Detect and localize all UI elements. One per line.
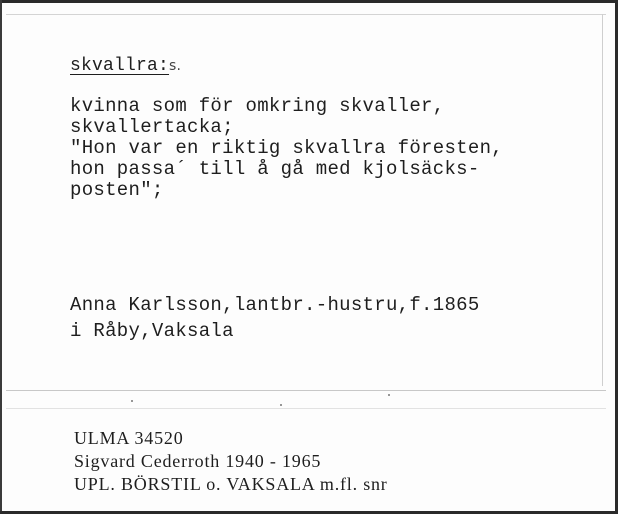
- informant-block: [70, 292, 480, 344]
- definition-line: posten";: [70, 179, 164, 201]
- definition-line: kvinna som för omkring skvaller,: [70, 95, 445, 117]
- definition-line: skvallertacka;: [70, 116, 234, 138]
- card-frame-right: [602, 14, 603, 386]
- part-of-speech: s.: [169, 58, 182, 74]
- informant-line: Anna Karlsson,lantbr.-hustru,f.1865: [70, 294, 480, 316]
- scan-speck: [131, 400, 133, 402]
- definition-block: [70, 96, 503, 201]
- archive-id: ULMA 34520: [74, 428, 184, 448]
- card-divider-faint: [6, 408, 606, 409]
- collector: Sigvard Cederroth 1940 - 1965: [74, 451, 322, 471]
- card-divider: [6, 390, 606, 391]
- informant-line: i Råby,Vaksala: [70, 320, 234, 342]
- scan-speck: [280, 404, 282, 406]
- definition-line: hon passa´ till å gå med kjolsäcks-: [70, 158, 480, 180]
- card-frame-top: [6, 14, 606, 15]
- definition-line: "Hon var en riktig skvallra föresten,: [70, 137, 503, 159]
- collection-place: UPL. BÖRSTIL o. VAKSALA m.fl. snr: [74, 474, 388, 494]
- archive-footer: [74, 427, 388, 496]
- scan-speck: [388, 394, 390, 396]
- card-edge-left: [0, 0, 2, 514]
- card-edge-top: [0, 0, 618, 3]
- headword-line: [70, 56, 181, 76]
- headword: skvallra:: [70, 56, 170, 76]
